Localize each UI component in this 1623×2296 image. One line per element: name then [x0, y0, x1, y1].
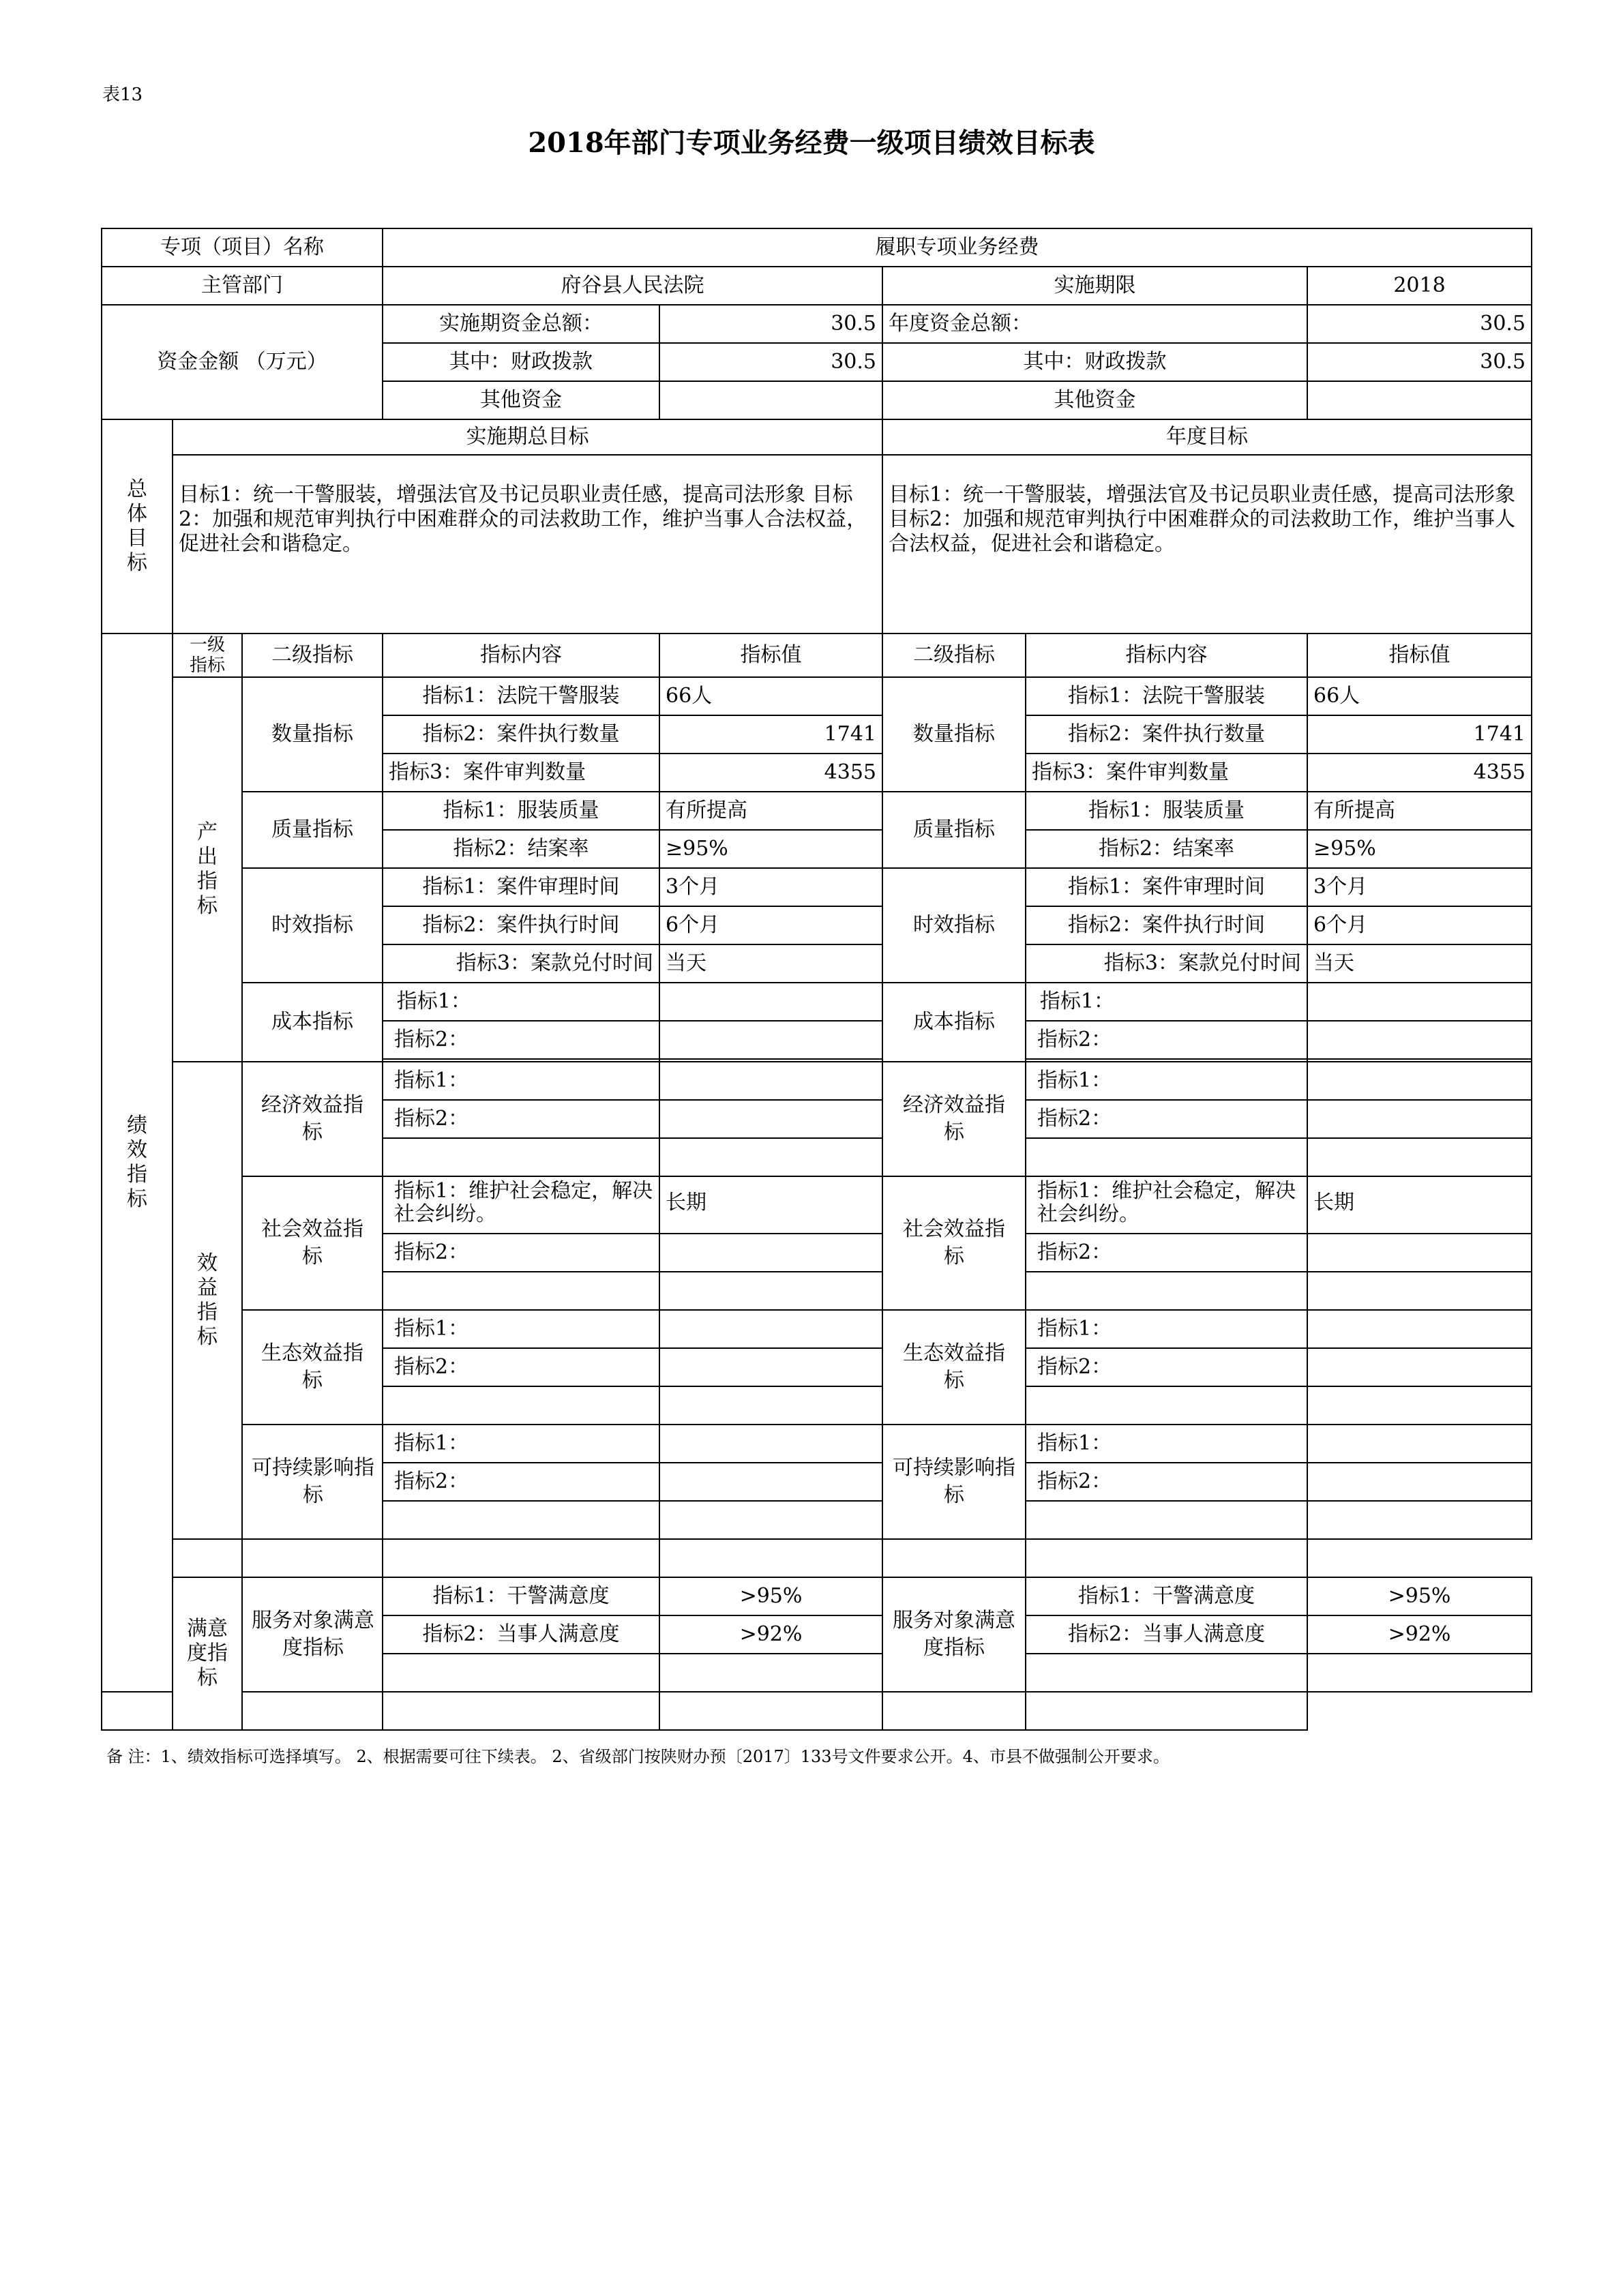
sustain-1-content: 指标1：	[383, 1425, 659, 1463]
level2-header-year: 二级指标	[882, 633, 1026, 677]
time-label-year: 时效指标	[882, 868, 1026, 983]
sat-extra-content-year	[882, 1692, 1026, 1730]
sat-2-content: 指标2：当事人满意度	[383, 1615, 659, 1654]
social-2-value	[659, 1234, 882, 1272]
sustain-label-year: 可持续影响指标	[882, 1425, 1026, 1539]
eco-3-value	[659, 1386, 882, 1425]
time-2-content-year: 指标2：案件执行时间	[1026, 906, 1307, 944]
funds-label: 资金金额 （万元）	[102, 305, 383, 419]
time-3-value-year: 当天	[1307, 944, 1532, 983]
econ-1-value	[659, 1062, 882, 1100]
year-goal-header: 年度目标	[882, 419, 1532, 455]
impl-fiscal-label: 其中：财政拨款	[383, 343, 659, 381]
eco-1-value-year	[1307, 1310, 1532, 1348]
sustain-2-content-year: 指标2：	[1026, 1463, 1307, 1501]
time-2-value-year: 6个月	[1307, 906, 1532, 944]
sat-extra-level2	[102, 1692, 173, 1730]
eco-label: 生态效益指标	[242, 1310, 383, 1425]
sat-1-value: >95%	[659, 1577, 882, 1615]
sat-extra-value-year	[1026, 1692, 1307, 1730]
econ-2-content-year: 指标2：	[1026, 1100, 1307, 1138]
quality-1-value-year: 有所提高	[1307, 792, 1532, 830]
time-1-value-year: 3个月	[1307, 868, 1532, 906]
year-goal-text: 目标1：统一干警服装，增强法官及书记员职业责任感，提高司法形象 目标2：加强和规范审判执行中困难群众的司法救助工作，维护当事人合法权益，促进社会和谐稳定。	[882, 455, 1532, 633]
quality-1-content: 指标1：服装质量	[383, 792, 659, 830]
impl-other-label: 其他资金	[383, 381, 659, 419]
impl-other-value	[659, 381, 882, 419]
benefit-extra-value-year	[1026, 1539, 1307, 1577]
econ-1-content: 指标1：	[383, 1062, 659, 1100]
satisfaction-indicator-label: 满意度指标	[173, 1577, 242, 1730]
benefit-extra-content	[242, 1539, 383, 1577]
cost-2-value	[659, 1021, 882, 1059]
sat-extra-level2-year	[659, 1692, 882, 1730]
performance-target-table	[101, 228, 1532, 1731]
econ-2-value	[659, 1100, 882, 1138]
serve-label: 服务对象满意度指标	[242, 1577, 383, 1692]
quality-label-year: 质量指标	[882, 792, 1026, 868]
sustain-1-content-year: 指标1：	[1026, 1425, 1307, 1463]
benefit-extra-level2-year	[659, 1539, 882, 1577]
quality-1-content-year: 指标1：服装质量	[1026, 792, 1307, 830]
social-1-value: 长期	[659, 1176, 882, 1234]
qty-1-value: 66人	[659, 677, 882, 715]
econ-3-content-year	[1026, 1138, 1307, 1176]
level2-header: 二级指标	[242, 633, 383, 677]
eco-2-value	[659, 1348, 882, 1386]
quality-2-content: 指标2：结案率	[383, 830, 659, 868]
eco-1-value	[659, 1310, 882, 1348]
sustain-2-value	[659, 1463, 882, 1501]
quality-2-value-year: ≥95%	[1307, 830, 1532, 868]
sustain-3-content	[383, 1501, 659, 1539]
econ-3-value	[659, 1138, 882, 1176]
econ-label: 经济效益指标	[242, 1062, 383, 1176]
qty-1-value-year: 66人	[1307, 677, 1532, 715]
project-name-label: 专项（项目）名称	[102, 228, 383, 267]
cost-label: 成本指标	[242, 983, 383, 1062]
social-label-year: 社会效益指标	[882, 1176, 1026, 1310]
econ-2-content: 指标2：	[383, 1100, 659, 1138]
sat-1-value-year: >95%	[1307, 1577, 1532, 1615]
quality-2-content-year: 指标2：结案率	[1026, 830, 1307, 868]
sat-3-content	[383, 1654, 659, 1692]
cost-2-content: 指标2：	[383, 1021, 659, 1059]
qty-3-content-year: 指标3：案件审判数量	[1026, 754, 1307, 792]
time-1-value: 3个月	[659, 868, 882, 906]
qty-3-content: 指标3：案件审判数量	[383, 754, 659, 792]
social-3-value	[659, 1272, 882, 1310]
qty-label: 数量指标	[242, 677, 383, 792]
qty-3-value-year: 4355	[1307, 754, 1532, 792]
time-3-content: 指标3：案款兑付时间	[383, 944, 659, 983]
benefit-extra-content-year	[882, 1539, 1026, 1577]
time-2-content: 指标2：案件执行时间	[383, 906, 659, 944]
serve-label-year: 服务对象满意度指标	[882, 1577, 1026, 1692]
social-3-value-year	[1307, 1272, 1532, 1310]
year-fiscal-value: 30.5	[1307, 343, 1532, 381]
quality-label: 质量指标	[242, 792, 383, 868]
period-label: 实施期限	[882, 267, 1307, 305]
output-indicator-label: 产出指标	[173, 677, 242, 1062]
social-1-content: 指标1：维护社会稳定，解决社会纠纷。	[383, 1176, 659, 1234]
quality-1-value: 有所提高	[659, 792, 882, 830]
social-3-content-year	[1026, 1272, 1307, 1310]
eco-3-value-year	[1307, 1386, 1532, 1425]
social-3-content	[383, 1272, 659, 1310]
eco-label-year: 生态效益指标	[882, 1310, 1026, 1425]
time-1-content: 指标1：案件审理时间	[383, 868, 659, 906]
social-2-value-year	[1307, 1234, 1532, 1272]
sat-extra-value	[383, 1692, 659, 1730]
qty-2-content: 指标2：案件执行数量	[383, 715, 659, 754]
sustain-2-value-year	[1307, 1463, 1532, 1501]
benefit-extra-value	[383, 1539, 659, 1577]
qty-2-value: 1741	[659, 715, 882, 754]
table-number-label: 表13	[102, 85, 143, 105]
year-fiscal-label: 其中：财政拨款	[882, 343, 1307, 381]
perf-side-label: 绩效指标	[102, 633, 173, 1692]
sustain-3-value	[659, 1501, 882, 1539]
year-total-label: 年度资金总额：	[882, 305, 1307, 343]
eco-1-content: 指标1：	[383, 1310, 659, 1348]
content-header-year: 指标内容	[1026, 633, 1307, 677]
qty-1-content-year: 指标1：法院干警服装	[1026, 677, 1307, 715]
qty-2-value-year: 1741	[1307, 715, 1532, 754]
content-header: 指标内容	[383, 633, 659, 677]
sustain-2-content: 指标2：	[383, 1463, 659, 1501]
cost-1-value	[659, 983, 882, 1021]
benefit-indicator-label: 效益指标	[173, 1062, 242, 1539]
cost-2-content-year: 指标2：	[1026, 1021, 1307, 1059]
cost-2-value-year	[1307, 1021, 1532, 1059]
econ-1-content-year: 指标1：	[1026, 1062, 1307, 1100]
econ-label-year: 经济效益指标	[882, 1062, 1026, 1176]
econ-3-content	[383, 1138, 659, 1176]
impl-goal-text: 目标1：统一干警服装，增强法官及书记员职业责任感，提高司法形象 目标2：加强和规范审判执行中困难群众的司法救助工作，维护当事人合法权益，促进社会和谐稳定。	[173, 455, 882, 633]
sustain-label: 可持续影响指标	[242, 1425, 383, 1539]
sustain-3-content-year	[1026, 1501, 1307, 1539]
eco-2-content-year: 指标2：	[1026, 1348, 1307, 1386]
overall-goal-side-label: 总体目标	[102, 419, 173, 633]
sat-3-value-year	[1307, 1654, 1532, 1692]
document-title: 2018年部门专项业务经费一级项目绩效目标表	[528, 127, 1095, 159]
cost-1-value-year	[1307, 983, 1532, 1021]
impl-total-label: 实施期资金总额：	[383, 305, 659, 343]
cost-1-content: 指标1：	[383, 983, 659, 1021]
footnote: 备 注：1、绩效指标可选择填写。 2、根据需要可往下续表。 2、省级部门按陕财办预〔2017〕133号文件要求公开。4、市县不做强制公开要求。	[106, 1747, 1170, 1766]
econ-3-value-year	[1307, 1138, 1532, 1176]
time-1-content-year: 指标1：案件审理时间	[1026, 868, 1307, 906]
year-other-label: 其他资金	[882, 381, 1307, 419]
qty-2-content-year: 指标2：案件执行数量	[1026, 715, 1307, 754]
impl-fiscal-value: 30.5	[659, 343, 882, 381]
impl-total-value: 30.5	[659, 305, 882, 343]
benefit-extra-level2	[173, 1539, 242, 1577]
time-label: 时效指标	[242, 868, 383, 983]
social-label: 社会效益指标	[242, 1176, 383, 1310]
qty-label-year: 数量指标	[882, 677, 1026, 792]
sat-2-value: >92%	[659, 1615, 882, 1654]
eco-2-value-year	[1307, 1348, 1532, 1386]
econ-2-value-year	[1307, 1100, 1532, 1138]
sat-3-value	[659, 1654, 882, 1692]
social-2-content-year: 指标2：	[1026, 1234, 1307, 1272]
sat-extra-content	[242, 1692, 383, 1730]
sat-1-content-year: 指标1：干警满意度	[1026, 1577, 1307, 1615]
impl-goal-header: 实施期总目标	[173, 419, 882, 455]
year-total-value: 30.5	[1307, 305, 1532, 343]
eco-3-content	[383, 1386, 659, 1425]
cost-label-year: 成本指标	[882, 983, 1026, 1062]
time-2-value: 6个月	[659, 906, 882, 944]
year-other-value	[1307, 381, 1532, 419]
sustain-3-value-year	[1307, 1501, 1532, 1539]
quality-2-value: ≥95%	[659, 830, 882, 868]
project-name-value: 履职专项业务经费	[383, 228, 1532, 267]
eco-1-content-year: 指标1：	[1026, 1310, 1307, 1348]
period-value: 2018	[1307, 267, 1532, 305]
time-3-value: 当天	[659, 944, 882, 983]
value-header: 指标值	[659, 633, 882, 677]
qty-1-content: 指标1：法院干警服装	[383, 677, 659, 715]
sustain-1-value-year	[1307, 1425, 1532, 1463]
qty-3-value: 4355	[659, 754, 882, 792]
eco-3-content-year	[1026, 1386, 1307, 1425]
social-1-value-year: 长期	[1307, 1176, 1532, 1234]
eco-2-content: 指标2：	[383, 1348, 659, 1386]
sat-3-content-year	[1026, 1654, 1307, 1692]
sustain-1-value	[659, 1425, 882, 1463]
value-header-year: 指标值	[1307, 633, 1532, 677]
time-3-content-year: 指标3：案款兑付时间	[1026, 944, 1307, 983]
level1-header: 一级指标	[173, 633, 242, 677]
social-2-content: 指标2：	[383, 1234, 659, 1272]
sat-2-value-year: >92%	[1307, 1615, 1532, 1654]
sat-1-content: 指标1：干警满意度	[383, 1577, 659, 1615]
econ-1-value-year	[1307, 1062, 1532, 1100]
cost-1-content-year: 指标1：	[1026, 983, 1307, 1021]
dept-value: 府谷县人民法院	[383, 267, 882, 305]
social-1-content-year: 指标1：维护社会稳定，解决社会纠纷。	[1026, 1176, 1307, 1234]
dept-label: 主管部门	[102, 267, 383, 305]
sat-2-content-year: 指标2：当事人满意度	[1026, 1615, 1307, 1654]
